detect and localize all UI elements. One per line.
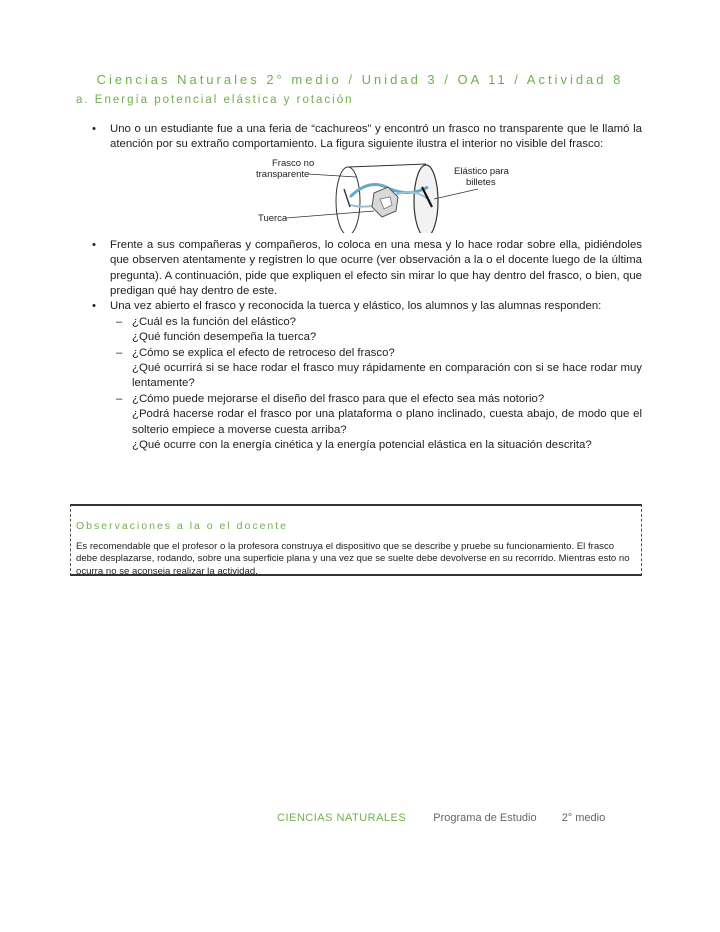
jar-diagram [250,157,550,233]
observations-title: Observaciones a la o el docente [76,520,289,532]
footer-grade: 2° medio [561,812,606,824]
question-group [110,315,642,346]
question-text: – ¿Cómo puede mejorarse el diseño del frasco para que el efecto sea más notorio? [132,392,545,405]
bullet-text: Una vez abierto el frasco y reconocida la tuerca y elástico, los alumnos y las alumnas responden: [110,300,602,313]
question-group [110,346,642,392]
bullet-text: Uno o un estudiante fue a una feria de “cachureos” y encontró un frasco no transparente que le llamó la atención por su extraño comportamiento. La figura siguiente ilustra el interior no visible del frasco: [110,123,642,151]
section-title: a. Energía potencial elástica y rotación [76,94,354,106]
footer-program: Programa de Estudio [433,812,537,824]
bullet-list [90,122,642,454]
bullet-item [90,238,642,300]
question-text: ¿Qué función desempeña la tuerca? [132,331,317,344]
footer-subject: CIENCIAS NATURALES [277,812,407,824]
question-text: ¿Podrá hacerse rodar el frasco por una plataforma o plano inclinado, cuesta abajo, de modo que el solterio empiece a moverse cuesta arriba? [132,408,642,436]
bullet-item [90,122,642,233]
label-elastico-line1: Elástico para [454,165,509,177]
bullet-item [90,299,642,453]
question-text: ¿Qué ocurrirá si se hace rodar el frasco muy rápidamente en comparación con si se hace rodar muy lentamente? [132,362,642,390]
leader-elastico [434,189,478,199]
question-text: ¿Qué ocurre con la energía cinética y la energía potencial elástica en la situación descrita? [132,439,592,452]
bullet-text: Frente a sus compañeras y compañeros, lo coloca en una mesa y lo hace rodar sobre ella, pidiéndoles que observen atentamente y registren lo que ocurre (ver observación a la o el docente luego de la última pregunta). A continuación, pide que expliquen el efecto sin mirar lo que hay dentro del frasco, o bien, que predigan qué hay dentro de este. [110,238,642,298]
label-elastico-line2: billetes [466,176,496,188]
observations-text: Es recomendable que el profesor o la profesora construya el dispositivo que se describe y pruebe su funcionamiento. El frasco debe desplazarse, rodando, sobre una superficie plana y una vez que se suelte debe devolverse en su recorrido. Mientras esto no ocurra no se aconseja realizar la actividad. [76,541,630,577]
question-list [110,315,642,454]
question-text: – ¿Cómo se explica el efecto de retroceso del frasco? [132,346,395,359]
label-frasco-line2: transparente [256,168,310,180]
leader-tuerca [286,211,374,218]
label-frasco-line1: Frasco no [272,157,315,169]
question-group [110,392,642,454]
page-header-title: Ciencias Naturales 2° medio / Unidad 3 / OA 11 / Actividad 8 [96,72,624,87]
question-text: – ¿Cuál es la función del elástico? [132,315,296,328]
label-tuerca: Tuerca [258,212,288,224]
elastic-anchor-left [344,189,350,207]
activity-content [90,122,642,454]
page-footer [277,812,605,824]
leader-frasco [308,174,356,177]
jar-figure [110,157,642,233]
